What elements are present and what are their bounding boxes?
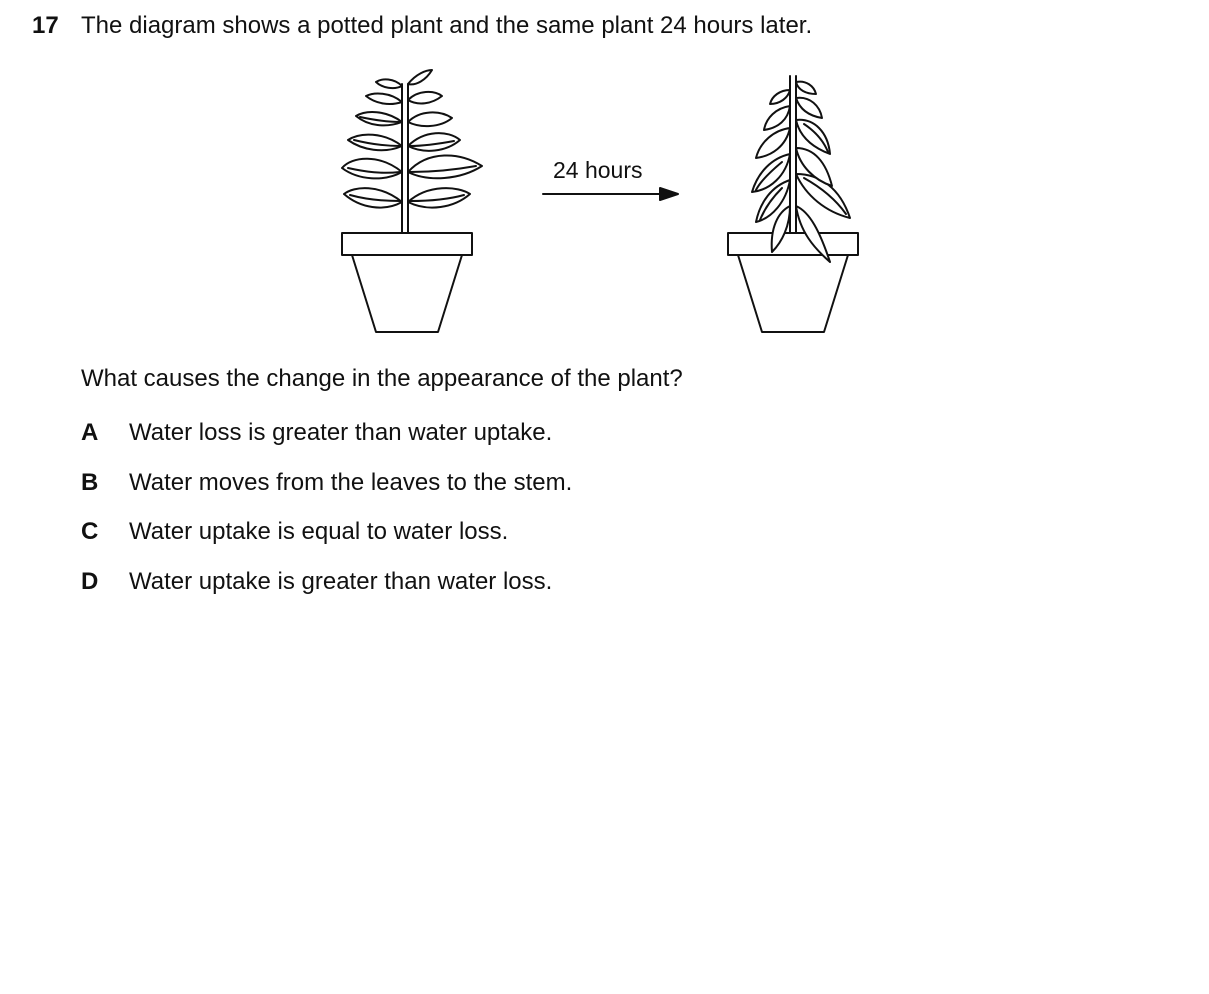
right-leaves bbox=[408, 70, 482, 208]
option-letter: C bbox=[81, 518, 99, 545]
plant-diagram bbox=[320, 62, 880, 342]
question-text: The diagram shows a potted plant and the same plant 24 hours later. bbox=[81, 12, 813, 39]
right-pot bbox=[728, 233, 858, 332]
question-number: 17 bbox=[32, 12, 59, 39]
left-stem bbox=[402, 84, 408, 233]
option-letter: D bbox=[81, 568, 99, 595]
healthy-plant-illustration bbox=[342, 70, 482, 332]
wilted-left-leaves bbox=[752, 90, 790, 252]
option-letter: A bbox=[81, 419, 99, 446]
option-text: Water moves from the leaves to the stem. bbox=[129, 469, 573, 496]
time-arrow bbox=[543, 188, 678, 200]
wilted-plant-illustration bbox=[728, 76, 858, 332]
left-leaves bbox=[342, 79, 402, 207]
option-text: Water loss is greater than water uptake. bbox=[129, 419, 553, 446]
option-text: Water uptake is greater than water loss. bbox=[129, 568, 553, 595]
option-letter: B bbox=[81, 469, 99, 496]
arrow-label: 24 hours bbox=[553, 157, 643, 183]
question-prompt: What causes the change in the appearance of the plant? bbox=[81, 365, 683, 392]
left-pot bbox=[342, 233, 472, 332]
option-text: Water uptake is equal to water loss. bbox=[129, 518, 509, 545]
